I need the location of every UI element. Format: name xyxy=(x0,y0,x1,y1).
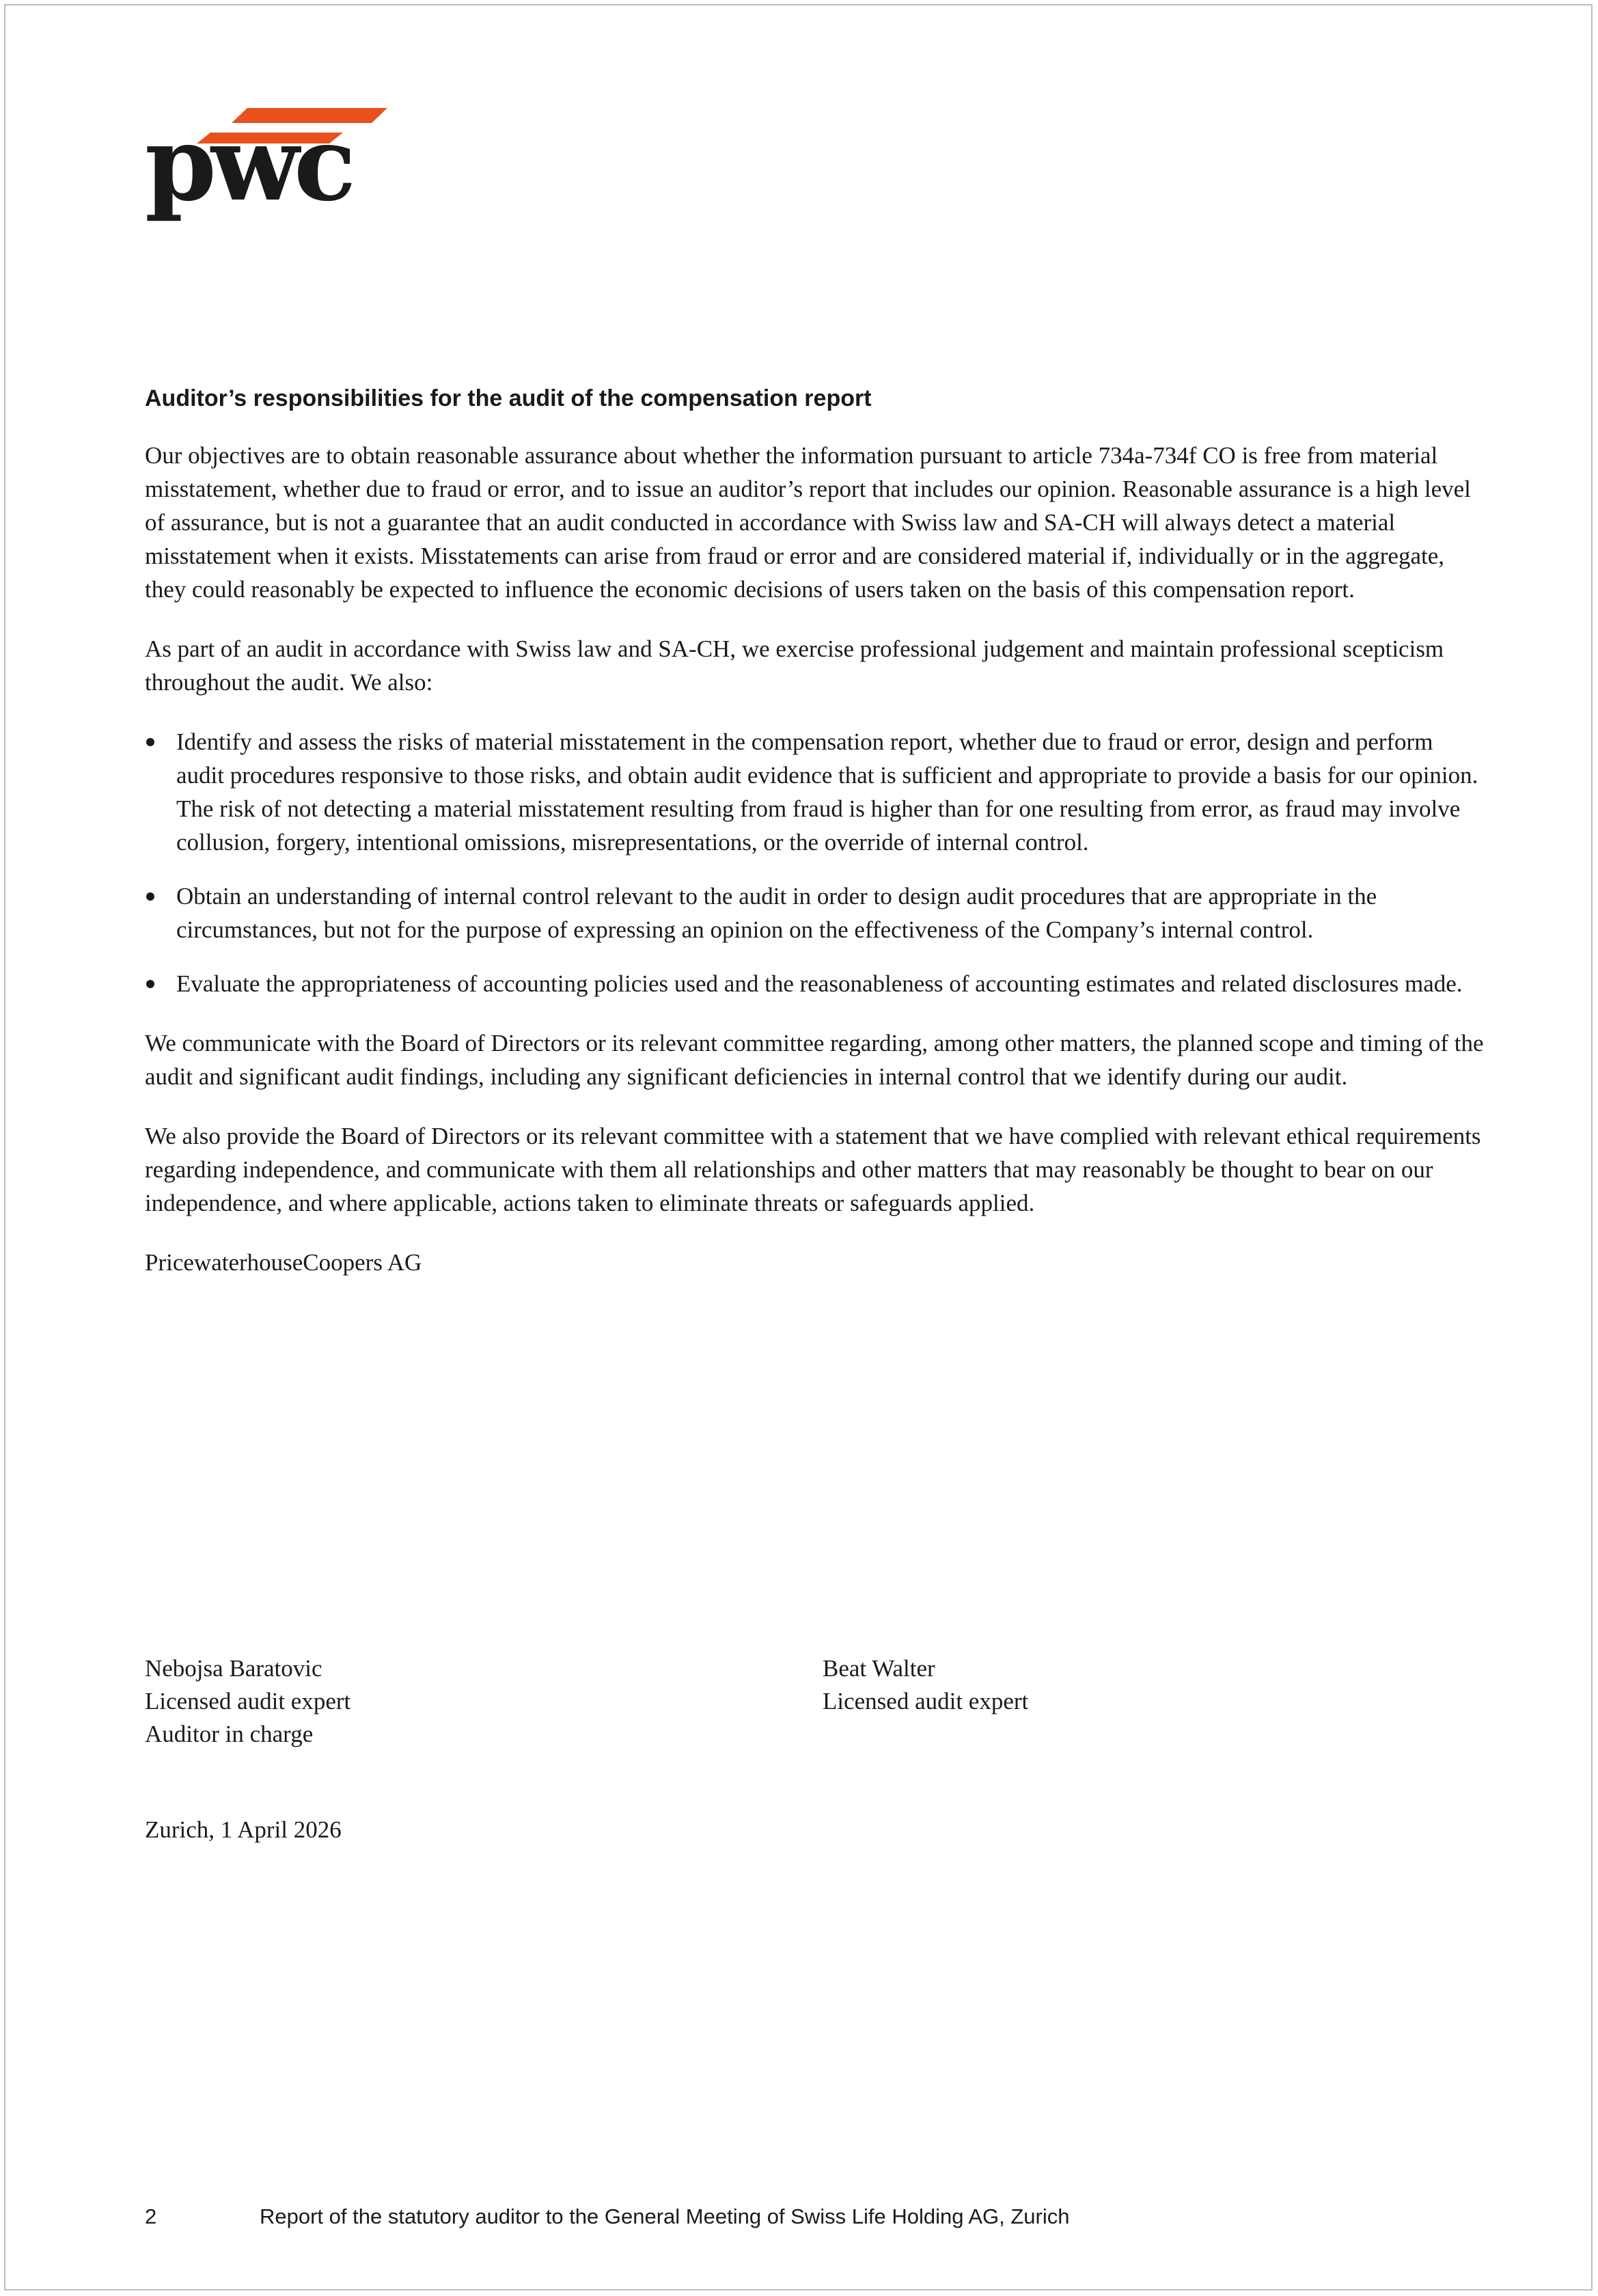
audit-firm-name: PricewaterhouseCoopers AG xyxy=(145,1249,422,1276)
page-number: 2 xyxy=(145,2204,157,2228)
signatory-name: Nebojsa Baratovic xyxy=(145,1655,322,1682)
logo-wordmark: pwc xyxy=(145,104,351,224)
bullet-icon xyxy=(146,980,154,988)
signatory-right xyxy=(823,1652,1028,1718)
objectives-paragraph: Our objectives are to obtain reasonable assurance about whether the information pursuant to article 734a-734f CO is free from material misstatement, whether due to fraud or error, and to issue an auditor’s report that includes our opinion. Reasonable assurance is a high level of assurance, but is not a guarantee that an audit conducted in accordance with Swiss law and SA-CH will always detect a material misstatement when it exists. Misstatements can arise from fraud or error and are considered material if, individually or in the aggregate, they could reasonably be expected to influence the economic decisions of users taken on the basis of this compensation report. xyxy=(145,442,1471,603)
list-item xyxy=(145,967,1484,1000)
place-and-date: Zurich, 1 April 2026 xyxy=(145,1816,342,1843)
signatory-title: Licensed audit expert xyxy=(823,1688,1029,1714)
signatory-role: Auditor in charge xyxy=(145,1721,314,1747)
list-item-text: Evaluate the appropriateness of accounting policies used and the reasonableness of accounting estimates and related disclosures made. xyxy=(176,970,1463,997)
bullet-icon xyxy=(146,892,154,901)
list-item-text: Obtain an understanding of internal control relevant to the audit in order to design audit procedures that are appropriate in the circumstances, but not for the purpose of expressing an opinion on the effectiveness of the Company’s internal control. xyxy=(176,883,1377,943)
section-heading: Auditor’s responsibilities for the audit of the compensation report xyxy=(145,385,872,411)
bullet-icon xyxy=(146,738,154,746)
signatory-left xyxy=(145,1652,350,1751)
list-item xyxy=(145,879,1484,946)
list-item xyxy=(145,725,1484,859)
signatory-name: Beat Walter xyxy=(823,1655,935,1682)
signatory-title: Licensed audit expert xyxy=(145,1688,351,1714)
communication-paragraph: We communicate with the Board of Directors or its relevant committee regarding, among other matters, the planned scope and timing of the audit and significant audit findings, including any significant deficiencies in internal control that we identify during our audit. xyxy=(145,1030,1484,1090)
document-body xyxy=(145,383,1484,1279)
audit-approach-paragraph: As part of an audit in accordance with Swiss law and SA-CH, we exercise professional judgement and maintain professional scepticism throughout the audit. We also: xyxy=(145,636,1444,696)
procedures-list xyxy=(145,725,1484,1000)
list-item-text: Identify and assess the risks of material misstatement in the compensation report, whether due to fraud or error, design and perform audit procedures responsive to those risks, and obtain audit evidence that is sufficient and appropriate to provide a basis for our opinion. The risk of not detecting a material misstatement resulting from fraud is higher than for one resulting from error, as fraud may involve collusion, forgery, intentional omissions, misrepresentations, or the override of internal control. xyxy=(176,728,1478,856)
independence-paragraph: We also provide the Board of Directors or its relevant committee with a statement that we have complied with relevant ethical requirements regarding independence, and communicate with them all relationships and other matters that may reasonably be thought to bear on our independence, and where applicable, actions taken to eliminate threats or safeguards applied. xyxy=(145,1123,1481,1216)
footer-text: Report of the statutory auditor to the General Meeting of Swiss Life Holding AG, Zurich xyxy=(260,2204,1070,2228)
pwc-logo xyxy=(145,102,391,232)
